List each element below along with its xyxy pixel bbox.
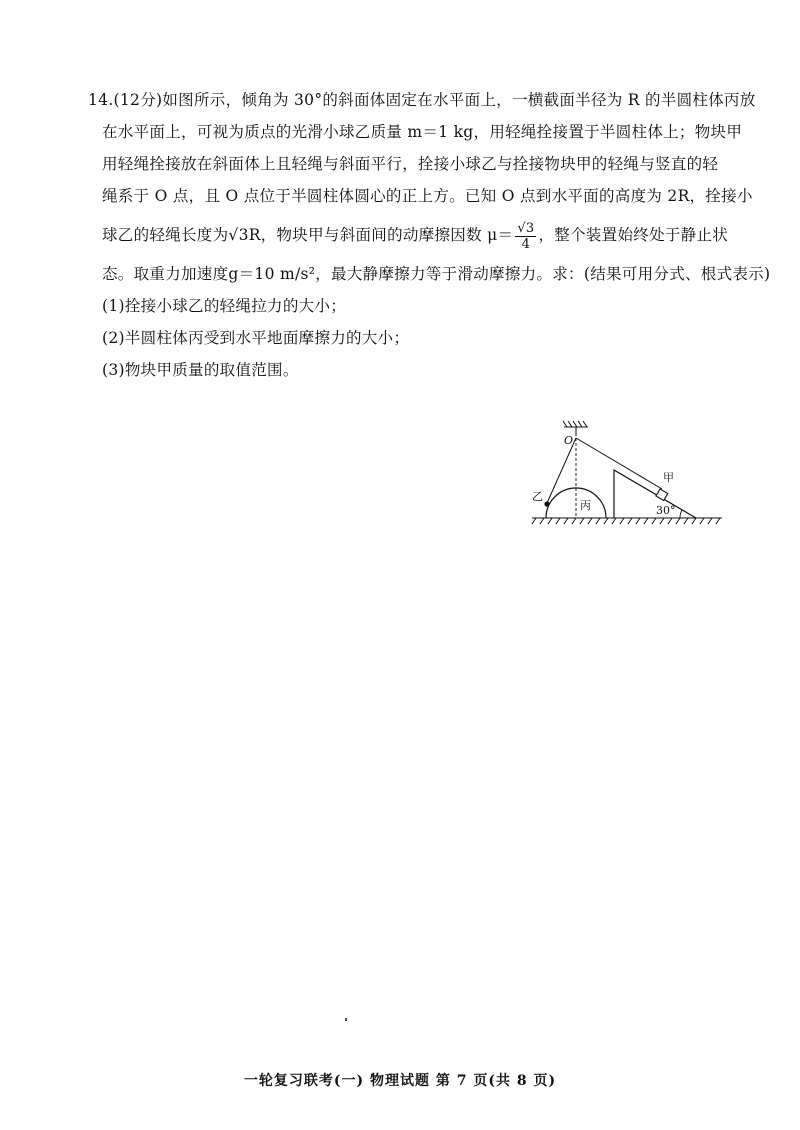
label-o: O bbox=[564, 434, 574, 447]
mu-fraction bbox=[515, 221, 536, 252]
problem-line-1: 14.(12分)如图所示，倾角为 30°的斜面体固定在水平面上，一横截面半径为 R 的半圆柱体丙放 bbox=[88, 91, 756, 109]
question-3: (3)物块甲质量的取值范围。 bbox=[102, 361, 299, 379]
rope-to-ball bbox=[547, 438, 576, 503]
line5-part-b: ，整个装置始终处于静止状 bbox=[538, 226, 729, 244]
problem-14 bbox=[88, 84, 771, 386]
problem-line-5 bbox=[88, 212, 728, 258]
scan-speck bbox=[345, 1018, 347, 1021]
physics-diagram bbox=[530, 418, 730, 526]
question-2: (2)半圆柱体丙受到水平地面摩擦力的大小； bbox=[102, 329, 410, 347]
ground bbox=[532, 518, 722, 524]
mu-numerator: √3 bbox=[517, 220, 535, 236]
incline-body bbox=[614, 470, 696, 518]
page-footer: 一轮复习联考(一) 物理试题 第 7 页(共 8 页) bbox=[243, 1073, 557, 1089]
label-yi: 乙 bbox=[532, 490, 543, 503]
question-1: (1)拴接小球乙的轻绳拉力的大小； bbox=[102, 297, 347, 315]
mu-denominator: 4 bbox=[521, 236, 531, 252]
ball-yi bbox=[544, 501, 549, 506]
angle-arc bbox=[680, 510, 682, 518]
label-jia: 甲 bbox=[663, 471, 674, 484]
rope-to-block bbox=[576, 438, 662, 489]
label-bing: 丙 bbox=[580, 499, 591, 512]
problem-line-2: 在水平面上，可视为质点的光滑小球乙质量 m＝1 kg，用轻绳拴接置于半圆柱体上；物块甲 bbox=[102, 123, 743, 141]
problem-line-6: 态。取重力加速度g＝10 m/s²，最大静摩擦力等于滑动摩擦力。求：(结果可用分式、根式表示) bbox=[102, 265, 771, 283]
problem-line-4: 绳系于 O 点，且 O 点位于半圆柱体圆心的正上方。已知 O 点到水平面的高度为 2R，拴接小 bbox=[102, 187, 753, 205]
problem-line-3: 用轻绳拴接放在斜面体上且轻绳与斜面平行，拴接小球乙与拴接物块甲的轻绳与竖直的轻 bbox=[102, 155, 719, 173]
label-angle: 30° bbox=[656, 504, 676, 517]
block-jia bbox=[656, 489, 668, 500]
diagram-svg bbox=[530, 418, 730, 526]
line5-part-a: 球乙的轻绳长度为√3R，物块甲与斜面间的动摩擦因数 μ＝ bbox=[102, 226, 514, 244]
